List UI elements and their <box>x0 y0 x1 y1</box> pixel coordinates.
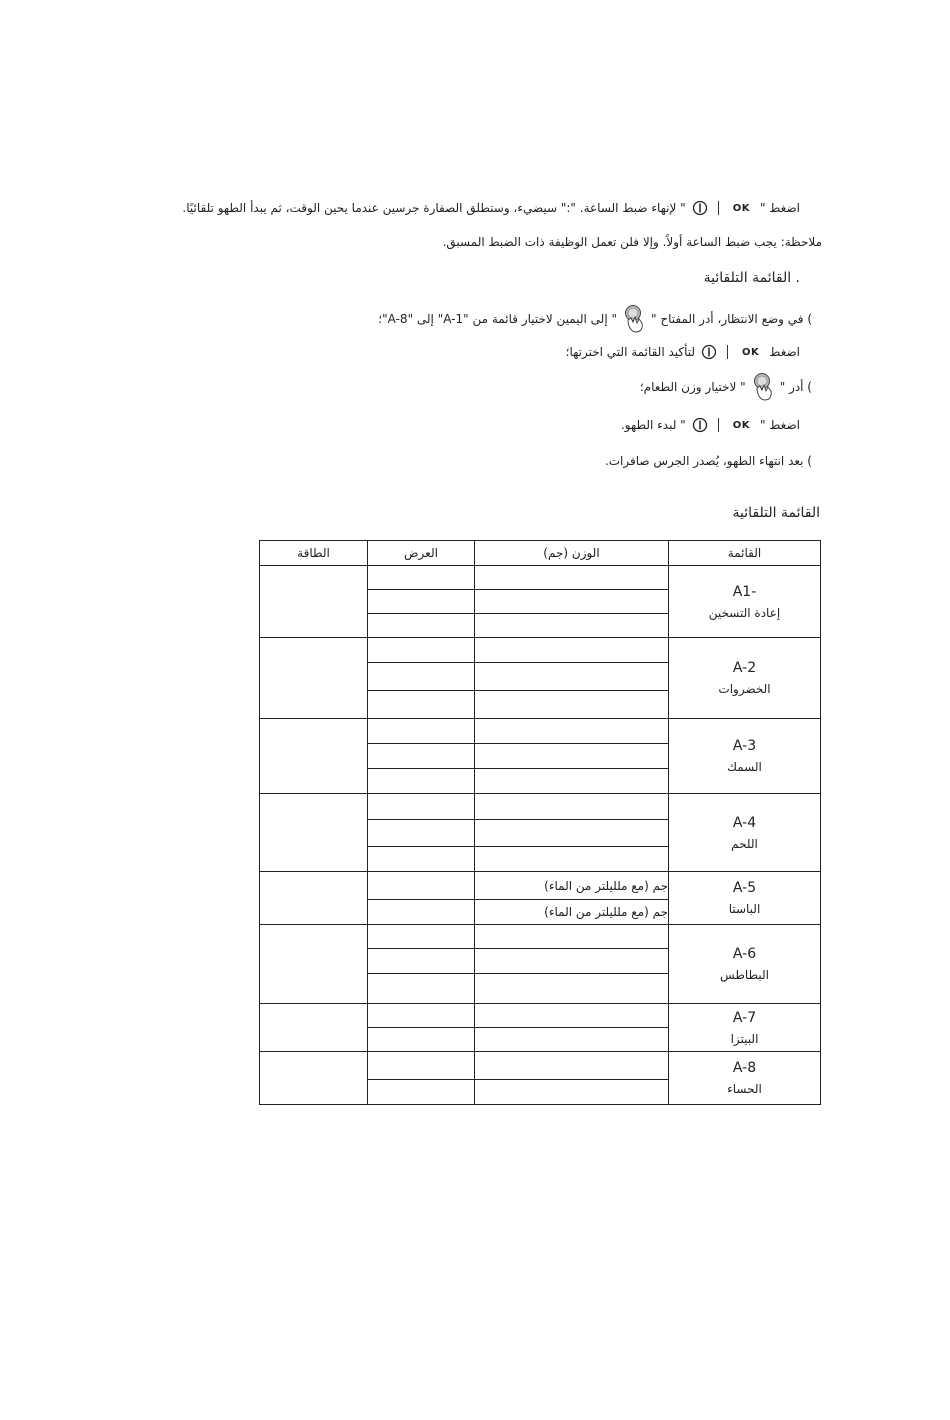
display-cell <box>368 769 475 794</box>
instruction-line-1 <box>182 196 800 220</box>
display-cell <box>368 744 475 769</box>
menu-code: A-7 <box>732 1009 757 1026</box>
power-icon <box>692 417 708 433</box>
press-text: اضغط " <box>759 418 800 432</box>
step-1-text-b: " إلى اليمين لاختيار قائمة من "A-1" إلى "A-8"؛ <box>378 312 617 326</box>
menu-cell <box>669 794 821 872</box>
weight-cell <box>475 847 669 872</box>
step-4 <box>621 413 800 437</box>
instruction-text: " لإنهاء ضبط الساعة. ":" سيضيء، وستطلق الصفارة جرسين عندما يحين الوقت، ثم يبدأ الطهو تلقائيًا. <box>182 201 686 215</box>
menu-code: A-8 <box>732 1060 757 1076</box>
display-cell <box>368 900 475 925</box>
weight-cell <box>475 974 669 1004</box>
menu-name: البطاطس <box>720 968 769 982</box>
knob-hand-icon <box>623 304 645 334</box>
section-title: . القائمة التلقائية <box>703 270 800 286</box>
ok-key-label: OK <box>742 346 760 358</box>
weight-cell <box>475 1028 669 1052</box>
weight-cell <box>475 925 669 949</box>
menu-name: الباستا <box>728 902 761 916</box>
weight-cell <box>475 1080 669 1105</box>
power-cell <box>260 925 368 1004</box>
table-header-row <box>260 541 821 566</box>
display-cell <box>368 1028 475 1052</box>
divider <box>718 418 719 432</box>
menu-code: A-5 <box>732 880 757 896</box>
power-cell <box>260 719 368 794</box>
weight-cell <box>475 719 669 744</box>
display-cell <box>368 638 475 663</box>
table-row <box>260 872 821 900</box>
display-cell <box>368 974 475 1004</box>
display-cell <box>368 1052 475 1080</box>
step-5-text: ) بعد انتهاء الطهو، يُصدر الجرس صافرات. <box>604 454 812 468</box>
menu-cell <box>669 1052 821 1105</box>
power-cell <box>260 1052 368 1105</box>
menu-cell <box>669 566 821 638</box>
press-text: اضغط " <box>759 201 800 215</box>
menu-name: الخضروات <box>718 682 771 696</box>
menu-cell <box>669 719 821 794</box>
ok-key-label: OK <box>732 202 750 214</box>
weight-cell <box>475 663 669 691</box>
table-row <box>260 566 821 590</box>
weight-cell <box>475 949 669 974</box>
menu-name: البيتزا <box>730 1031 759 1046</box>
menu-code: A-2 <box>732 660 757 676</box>
weight-cell <box>475 744 669 769</box>
note-line <box>443 230 822 254</box>
power-cell <box>260 566 368 638</box>
table-row <box>260 638 821 663</box>
step-1 <box>378 304 812 334</box>
step-1-text-a: ) في وضع الانتظار، أدر المفتاح " <box>651 312 812 326</box>
display-cell <box>368 820 475 847</box>
auto-menu-table <box>259 540 821 1105</box>
weight-cell <box>475 794 669 820</box>
display-cell <box>368 925 475 949</box>
menu-name: الحساء <box>727 1082 762 1096</box>
menu-name: السمك <box>727 760 762 774</box>
weight-cell <box>475 1052 669 1080</box>
display-cell <box>368 794 475 820</box>
press-text: اضغط <box>769 345 800 359</box>
knob-hand-icon <box>752 372 774 402</box>
menu-cell <box>669 1004 821 1052</box>
display-cell <box>368 1080 475 1105</box>
display-cell <box>368 691 475 719</box>
table-row <box>260 719 821 744</box>
step-3-text-b: " لاختيار وزن الطعام؛ <box>639 380 746 394</box>
ok-key-label: OK <box>732 419 750 431</box>
display-cell <box>368 590 475 614</box>
note-text: ملاحظة: يجب ضبط الساعة أولاً. وإلا فلن تعمل الوظيفة ذات الضبط المسبق. <box>442 235 822 249</box>
step-4-text: " لبدء الطهو. <box>620 418 686 432</box>
display-cell <box>368 949 475 974</box>
menu-code: A-4 <box>732 814 757 831</box>
weight-cell <box>475 691 669 719</box>
weight-cell <box>475 1004 669 1028</box>
weight-cell <box>475 614 669 638</box>
table-row <box>260 1004 821 1028</box>
power-cell <box>260 1004 368 1052</box>
weight-cell: جم (مع ملليلتر من الماء) <box>475 900 669 925</box>
weight-cell <box>475 590 669 614</box>
table-title: القائمة التلقائية <box>732 505 820 521</box>
weight-cell <box>475 638 669 663</box>
header-power: الطاقة <box>260 541 368 566</box>
display-cell <box>368 614 475 638</box>
header-weight: الوزن (جم) <box>475 541 669 566</box>
display-cell <box>368 1004 475 1028</box>
power-icon <box>701 344 717 360</box>
weight-cell <box>475 566 669 590</box>
display-cell <box>368 719 475 744</box>
step-3 <box>640 372 812 402</box>
header-menu: القائمة <box>669 541 821 566</box>
power-icon <box>692 200 708 216</box>
weight-cell <box>475 769 669 794</box>
power-cell <box>260 638 368 719</box>
menu-code: A-6 <box>732 946 757 962</box>
power-cell <box>260 872 368 925</box>
divider <box>718 201 719 215</box>
display-cell <box>368 847 475 872</box>
display-cell <box>368 872 475 900</box>
weight-cell <box>475 820 669 847</box>
menu-cell <box>669 925 821 1004</box>
menu-name: إعادة التسخين <box>708 605 781 620</box>
table-row <box>260 794 821 820</box>
table-row <box>260 1052 821 1080</box>
menu-name: اللحم <box>731 836 758 851</box>
step-5 <box>605 449 812 473</box>
weight-cell: جم (مع ملليلتر من الماء) <box>475 872 669 900</box>
menu-code: A-3 <box>732 738 757 754</box>
step-2-text: لتأكيد القائمة التي اخترتها؛ <box>565 345 696 359</box>
table-row <box>260 925 821 949</box>
display-cell <box>368 663 475 691</box>
header-display: العرض <box>368 541 475 566</box>
divider <box>727 345 728 359</box>
menu-cell <box>669 638 821 719</box>
power-cell <box>260 794 368 872</box>
step-2 <box>566 340 800 364</box>
menu-code: A1- <box>732 583 757 600</box>
step-3-text-a: ) أدر " <box>779 380 812 394</box>
display-cell <box>368 566 475 590</box>
menu-cell <box>669 872 821 925</box>
